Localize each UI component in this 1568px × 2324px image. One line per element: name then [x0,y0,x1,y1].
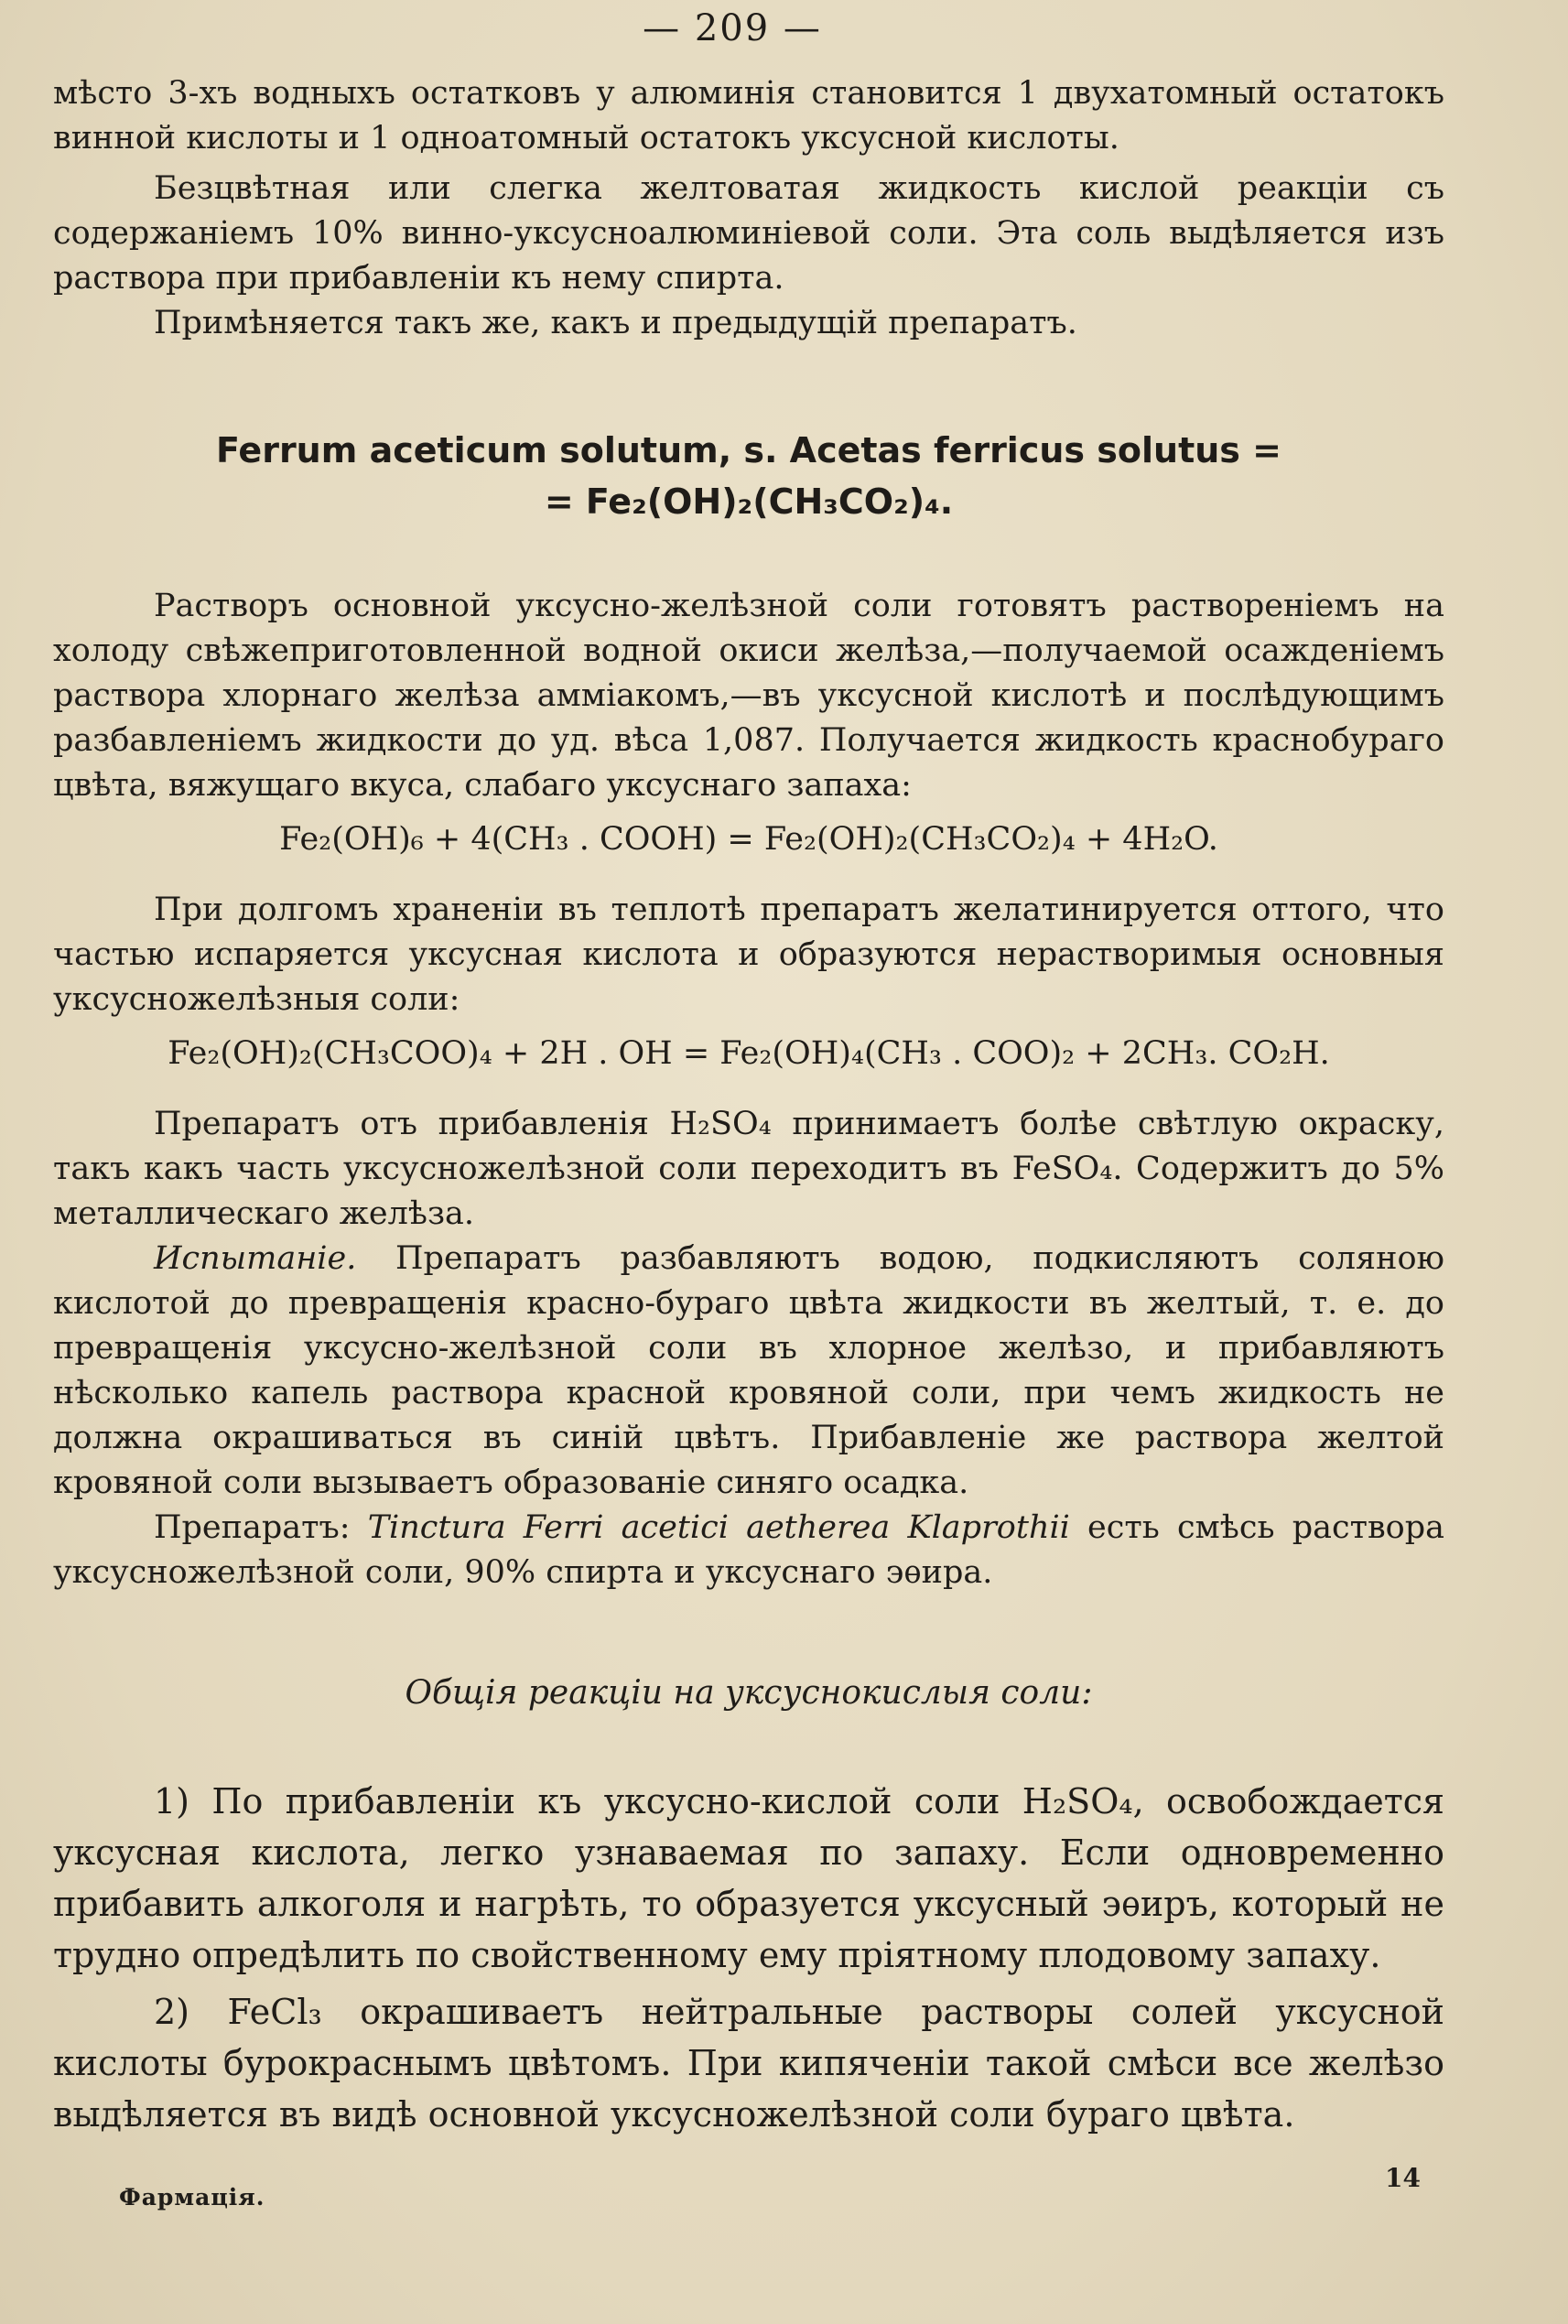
formula-2: Fe₂(OH)₂(CH₃COO)₄ + 2H . OH = Fe₂(OH)₄(CH₃ . COO)₂ + 2CH₃. CO₂H. [168,1035,1330,1072]
test-text: Препаратъ разбавляютъ водою, подкисляютъ соляною кислотой до превращенія красно-бураго цвѣта жидкости въ желтый, т. е. до превращенія уксусно-желѣзной соли въ хлорное желѣзо, и прибавляютъ нѣсколько капель раствора красной кровяной соли, при чемъ жидкость не должна окрашиваться въ синій цвѣтъ. Прибавленіе же раствора желтой кровяной соли вызываетъ образованіе синяго осадка. [53,1240,1444,1501]
subsection-title: Общія реакціи на уксуснокислыя соли: [405,1674,1093,1712]
paragraph-tincture [53,1506,1444,1595]
paragraph-description: Безцвѣтная или слегка желтоватая жидкость кислой реакціи съ содержаніемъ 10% винно-уксусноалюминіевой соли. Эта соль выдѣляется изъ раствора при прибавленіи къ нему спирта. [53,170,1444,297]
paragraph-usage: Примѣняется такъ же, какъ и предыдущій препаратъ. [154,305,1077,341]
page-number: — 209 — [643,7,822,49]
footer-signature: Фармація. [119,2184,265,2211]
paragraph-test [53,1237,1444,1506]
prep-name: Tinctura Ferri acetici aetherea Klaprothii [367,1509,1070,1546]
prep-label: Препаратъ: [154,1509,368,1546]
prep-text: есть смѣсь раствора уксусножелѣзной соли, 90% спирта и уксуснаго эѳира. [53,1509,1444,1591]
reaction-1: 1) По прибавленіи къ уксусно-кислой соли H₂SO₄, освобождается уксусная кислота, легко узнаваемая по запаху. Если одновременно прибавить алкоголя и нагрѣть, то образуется уксусный эѳиръ, который не трудно опредѣлить по свойственному ему пріятному плодовому запаху. [53,1781,1444,1975]
heading-line-2: = Fe₂(OH)₂(CH₃CO₂)₄. [544,481,954,522]
paragraph-continuation: мѣсто 3-хъ водныхъ остатковъ у алюминія становится 1 двухатомный остатокъ винной кислоты и 1 одноатомный остатокъ уксусной кислоты. [53,75,1444,157]
paragraph-preparation: Растворъ основной уксусно-желѣзной соли готовятъ раствореніемъ на холоду свѣжеприготовленной водной окиси желѣза,—получаемой осажденіемъ раствора хлорнаго желѣза амміакомъ,—въ уксусной кислотѣ и послѣдующимъ разбавленіемъ жидкости до уд. вѣса 1,087. Получается жидкость краснобураго цвѣта, вяжущаго вкуса, слабаго уксуснаго запаха: [53,588,1444,804]
reaction-2: 2) FeCl₃ окрашиваетъ нейтральные растворы солей уксусной кислоты бурокраснымъ цвѣтомъ. При кипяченіи такой смѣси все желѣзо выдѣляется въ видѣ основной уксусножелѣзной соли бураго цвѣта. [53,1992,1444,2135]
page-content [53,71,1444,2140]
footer-sheet-number: 14 [1385,2163,1421,2193]
formula-1: Fe₂(OH)₆ + 4(CH₃ . COOH) = Fe₂(OH)₂(CH₃CO₂)₄ + 4H₂O. [279,821,1218,858]
test-label: Испытаніе. [154,1240,357,1277]
paragraph-storage: При долгомъ храненіи въ теплотѣ препаратъ желатинируется оттого, что частью испаряется уксусная кислота и образуются нерастворимыя основныя уксусножелѣзныя соли: [53,892,1444,1018]
paragraph-h2so4: Препаратъ отъ прибавленія H₂SO₄ принимаетъ болѣе свѣтлую окраску, такъ какъ часть уксусножелѣзной соли переходитъ въ FeSO₄. Содержитъ до 5% металлическаго желѣза. [53,1106,1444,1232]
section-heading [53,425,1444,527]
heading-line-1: Ferrum aceticum solutum, s. Acetas ferricus solutus = [216,430,1281,470]
